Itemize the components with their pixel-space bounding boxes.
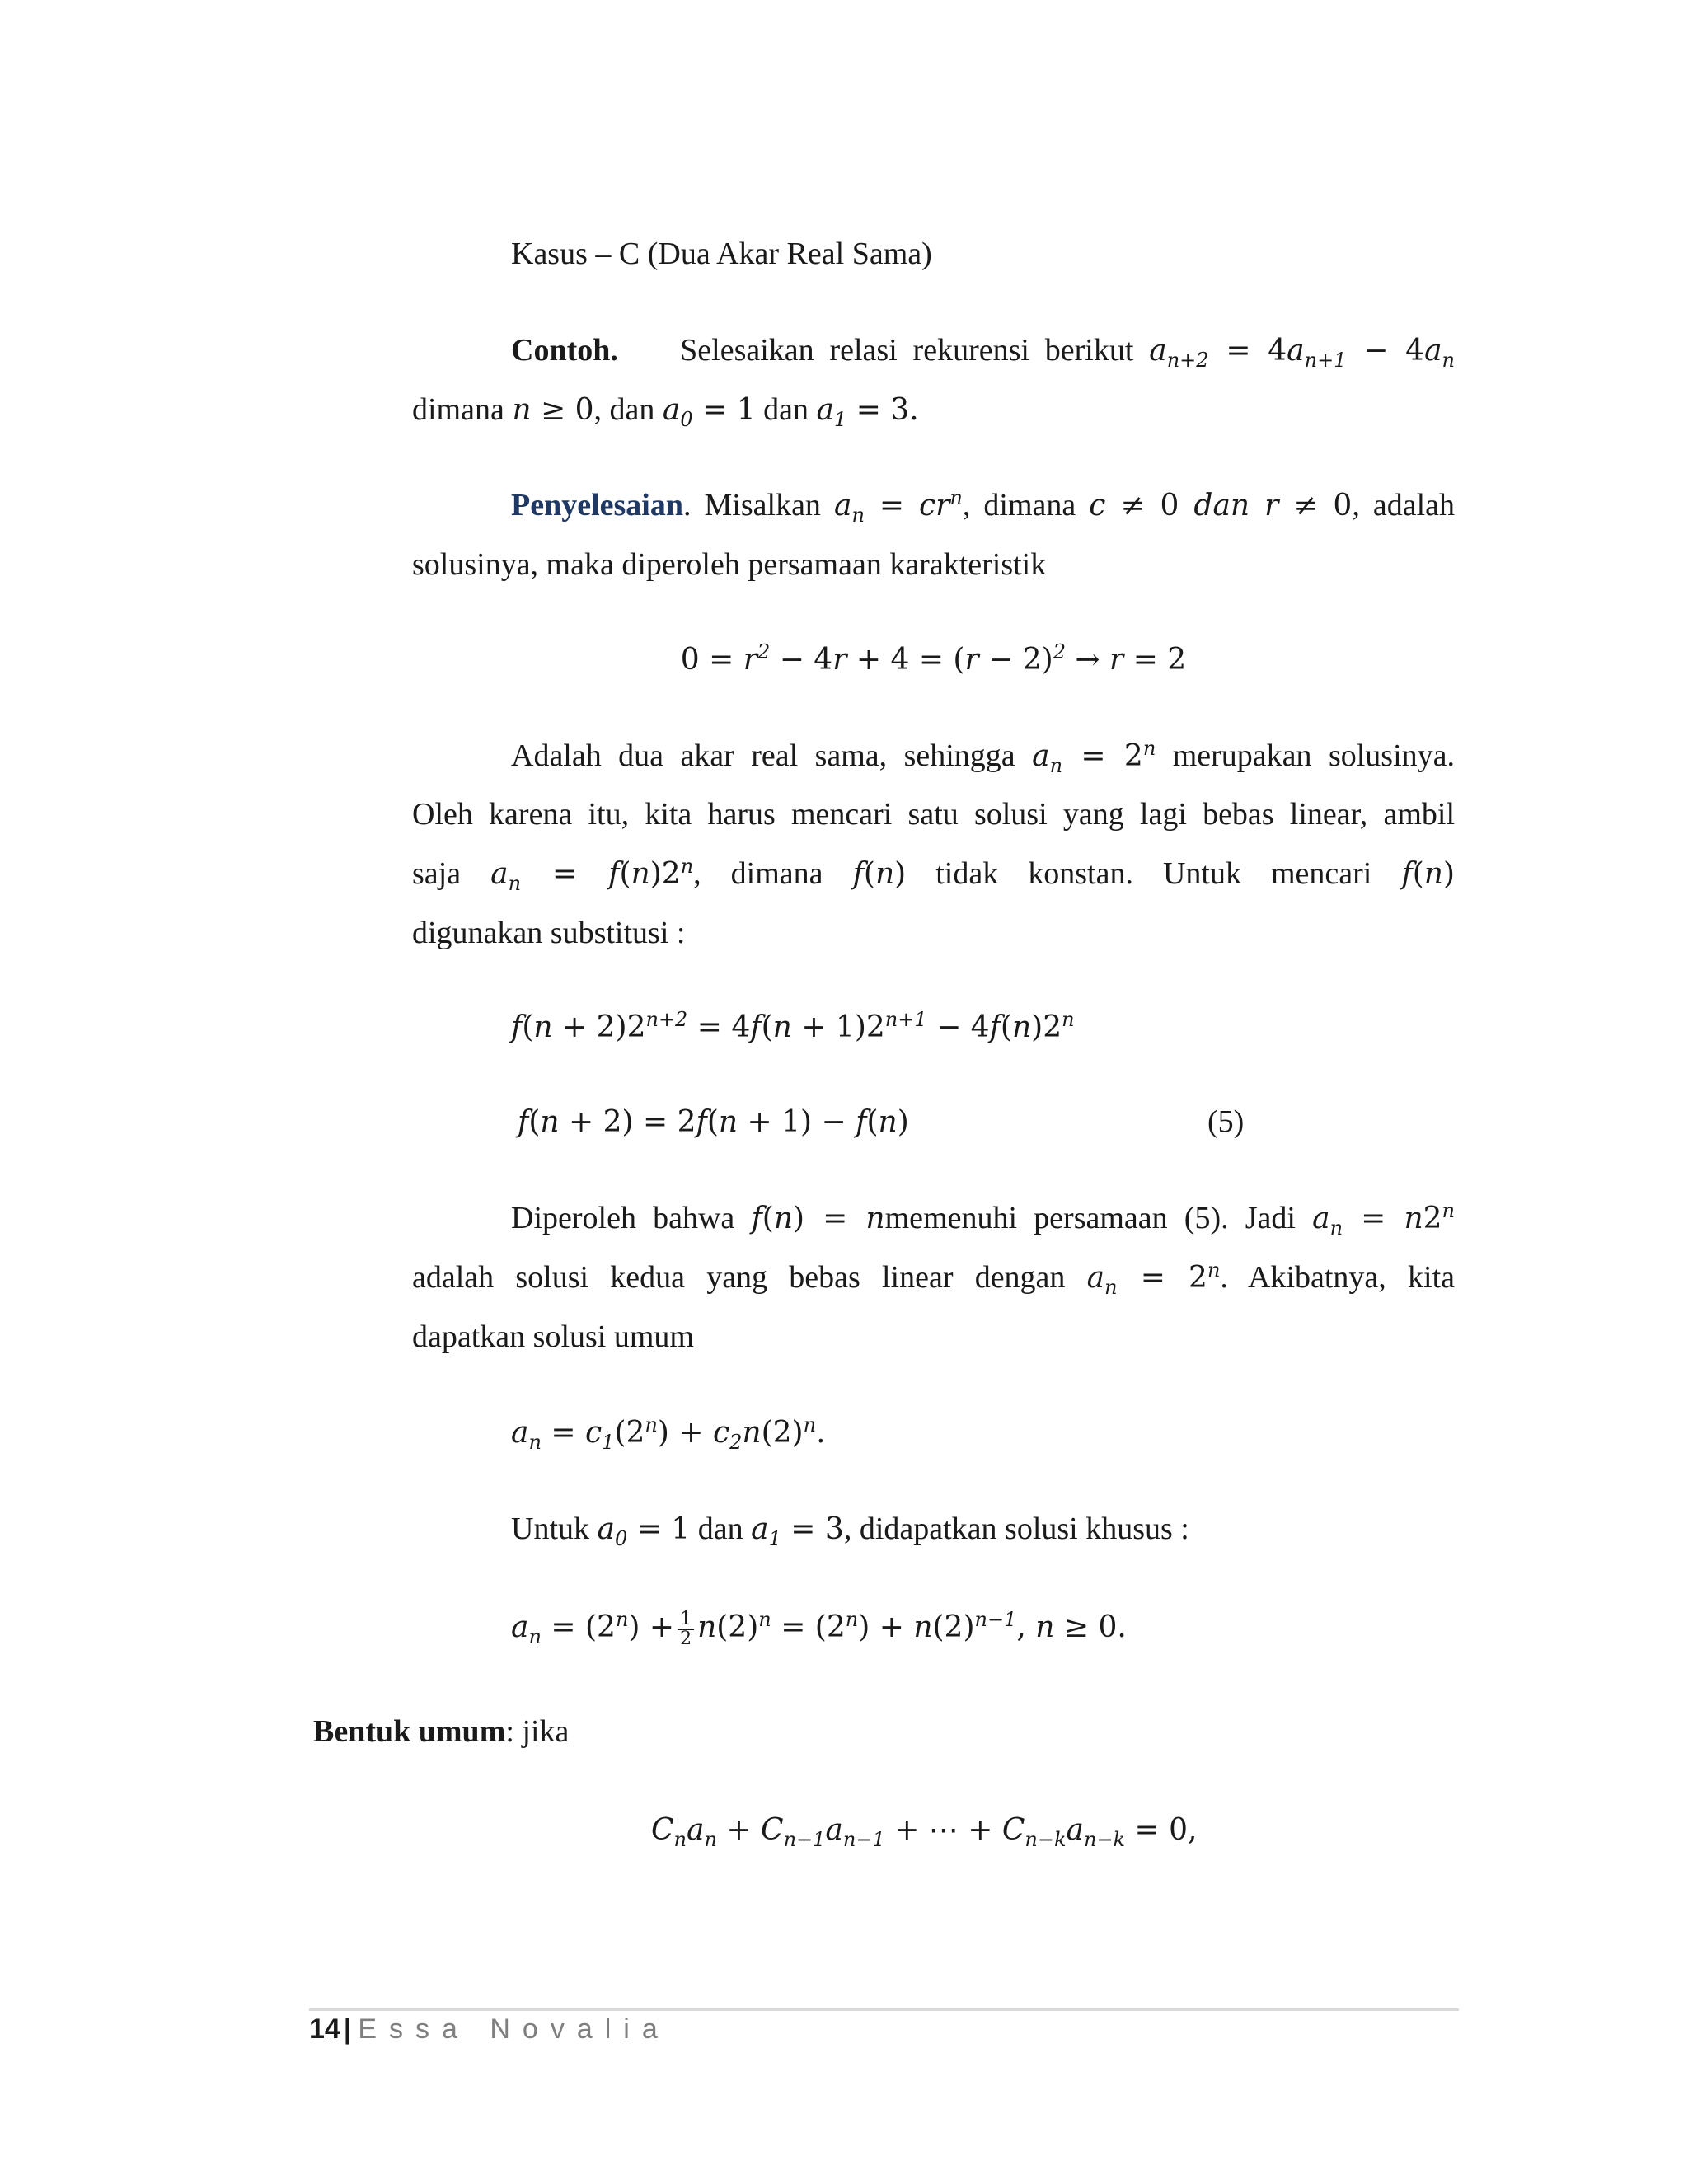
contoh-cond-prefix: dimana xyxy=(412,392,504,427)
contoh-label: Contoh. xyxy=(511,333,618,368)
second-solution: $a_n = n2^n$ xyxy=(1312,1199,1456,1240)
para3-line-4 xyxy=(412,903,685,963)
initial-a0-2: $a_0 = 1$ xyxy=(597,1512,691,1551)
condition-n: n ≥ 0 xyxy=(512,393,594,427)
f-equals-n: f(n) = n xyxy=(751,1202,885,1235)
initial-a1: $a_1 = 3$. xyxy=(816,393,919,432)
trial-solution: $a_n = f(n)2^n$ xyxy=(490,855,694,896)
footer-author: Essa Novalia xyxy=(358,2013,670,2045)
characteristic-equation xyxy=(412,630,1455,690)
initial-a1-2: $a_1 = 3$ xyxy=(751,1512,844,1551)
section-heading xyxy=(511,224,932,284)
penyelesaian-text2: , dimana xyxy=(962,488,1076,523)
para4-line3-text: dapatkan solusi umum xyxy=(412,1319,694,1354)
initial-a0: $a_0 = 1$ xyxy=(662,393,756,432)
para4-t4: . Akibatnya, kita xyxy=(1220,1260,1455,1295)
characteristic-equation-math: $0 = r^2 - 4r + 4 = (r - 2)^2 \to r = 2$ xyxy=(680,640,1187,677)
para4-line-1 xyxy=(412,1188,1455,1249)
penyelesaian-line2-text: solusinya, maka diperoleh persamaan karakteristik xyxy=(412,547,1047,582)
para5-t3: , didapatkan solusi khusus : xyxy=(843,1511,1189,1546)
first-solution: $a_n = 2^n$ xyxy=(1032,737,1156,778)
contoh-line-1 xyxy=(412,321,1455,381)
first-solution-ref: $a_n = 2^n$ xyxy=(1086,1258,1221,1300)
contoh-cond-dan: dan xyxy=(763,392,809,427)
para4-line-3 xyxy=(412,1307,694,1366)
general-form-equation xyxy=(651,1800,1198,1860)
para4-t2: memenuhi persamaan (5). Jadi xyxy=(884,1201,1296,1235)
assumed-solution: $a_n = cr^n$ xyxy=(833,486,963,527)
para3-t2: merupakan solusinya. xyxy=(1172,738,1456,773)
page-footer xyxy=(309,2011,670,2047)
section-heading-text: Kasus – C (Dua Akar Real Sama) xyxy=(511,237,932,271)
f-of-n: f(n) xyxy=(852,857,907,891)
para3-line-1 xyxy=(412,726,1455,786)
para3-t3: saja xyxy=(412,856,462,891)
penyelesaian-line-1 xyxy=(412,476,1455,536)
substitution-equation-math: $f(n + 2)2^{n+2} = 4f(n + 1)2^{n+1} - 4f(n)2^n$ xyxy=(511,1008,1075,1044)
para5 xyxy=(511,1499,1189,1559)
page-number: 14 xyxy=(309,2013,340,2045)
contoh-line-2 xyxy=(412,380,919,440)
para3-line-3 xyxy=(412,844,1455,904)
equation-5-math: f(n + 2) = 2f(n + 1) − f(n) xyxy=(518,1105,909,1139)
general-form-equation-math: $C_na_n + C_{n-1}a_{n-1}$ + ⋯ + $C_{n-k}a_{n-k} = 0$, xyxy=(651,1813,1198,1852)
equation-number-text: (5) xyxy=(1207,1104,1245,1139)
bentuk-umum-label: Bentuk umum xyxy=(313,1714,506,1749)
penyelesaian-text1: . Misalkan xyxy=(682,488,821,523)
bentuk-umum xyxy=(313,1702,569,1761)
substitution-equation xyxy=(511,997,1075,1057)
penyelesaian-line-2 xyxy=(412,535,1046,594)
general-solution-math: $a_n = c_1(2^n) + c_2n(2)^n$. xyxy=(511,1413,826,1455)
f-of-n-2: f(n) xyxy=(1401,857,1456,891)
particular-solution xyxy=(511,1597,1127,1657)
contoh-cond-mid: , dan xyxy=(593,392,655,427)
contoh-text: Selesaikan relasi rekurensi berikut xyxy=(680,333,1134,368)
equation-number xyxy=(1207,1092,1244,1151)
equation-5 xyxy=(518,1092,909,1152)
para3-line4-text: digunakan substitusi : xyxy=(412,916,686,950)
para3-t4: , dimana xyxy=(693,856,823,891)
para4-line-2 xyxy=(412,1248,1455,1308)
nonzero-condition: c ≠ 0 dan r ≠ 0 xyxy=(1089,489,1353,523)
fraction-one-half: $\frac{1}{2}$ xyxy=(678,1610,694,1648)
para3-t5: tidak konstan. Untuk mencari xyxy=(935,856,1372,891)
penyelesaian-label: Penyelesaian xyxy=(511,488,683,523)
particular-solution-math: $a_n = (2^n)$ + $\frac{1}{2}$ $n(2)^n = (2^n) + n(2)^{n-1}$, n ≥ 0. xyxy=(511,1608,1127,1649)
para3-line2-text: Oleh karena itu, kita harus mencari satu solusi yang lagi bebas linear, ambil xyxy=(412,797,1455,832)
para3-t1: Adalah dua akar real sama, sehingga xyxy=(511,738,1015,773)
penyelesaian-text3: , adalah xyxy=(1352,488,1455,523)
para4-t3: adalah solusi kedua yang bebas linear dengan xyxy=(412,1260,1066,1295)
para5-t2: dan xyxy=(697,1511,743,1546)
recurrence-equation: $a_{n+2} = 4a_{n+1} - 4a_n$ xyxy=(1149,334,1456,373)
general-solution xyxy=(511,1403,826,1463)
para5-t1: Untuk xyxy=(511,1511,589,1546)
para3-line-2 xyxy=(412,785,1455,844)
footer-separator: | xyxy=(343,2013,352,2045)
para4-t1: Diperoleh bahwa xyxy=(511,1201,735,1235)
bentuk-umum-text: : jika xyxy=(505,1714,570,1749)
